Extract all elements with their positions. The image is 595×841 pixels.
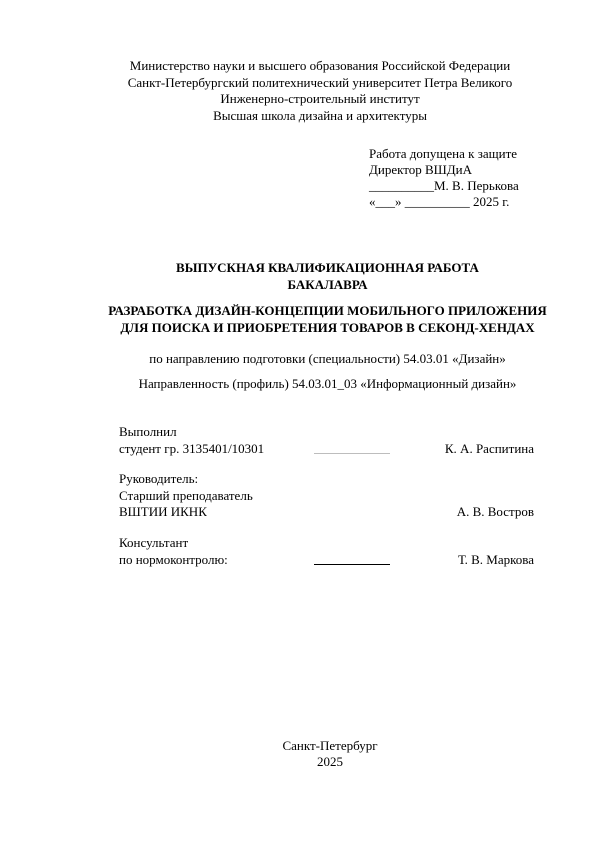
institute-line: Инженерно-строительный институт [220, 91, 420, 106]
topic-line2: ДЛЯ ПОИСКА И ПРИОБРЕТЕНИЯ ТОВАРОВ В СЕКОНД-ХЕНДАХ [120, 319, 535, 335]
ministry-line: Министерство науки и высшего образования Российской Федерации [129, 58, 511, 73]
work-type-line2: БАКАЛАВРА [287, 276, 368, 292]
footer-city: Санкт-Петербург [282, 738, 378, 753]
consultant-area: по нормоконтролю: [119, 551, 228, 567]
work-type-heading [60, 260, 595, 293]
university-line: Санкт-Петербургский политехнический университет Петра Великого [127, 74, 513, 90]
topic-heading [60, 303, 595, 336]
footer-block [230, 738, 430, 770]
footer-year: 2025 [317, 754, 343, 769]
topic-line1: РАЗРАБОТКА ДИЗАЙН-КОНЦЕПЦИИ МОБИЛЬНОГО ПРИЛОЖЕНИЯ [108, 303, 547, 318]
supervisor-name: А. В. Востров [456, 504, 534, 519]
consultant-name: Т. В. Маркова [457, 551, 534, 567]
consultant-signature-line [314, 552, 390, 565]
specialty-line: по направлению подготовки (специальности) 54.03.01 «Дизайн» [149, 351, 506, 366]
supervisor-position: Старший преподаватель [119, 487, 253, 503]
supervisor-department: ВШТИИ ИКНК [119, 504, 207, 519]
school-line: Высшая школа дизайна и архитектуры [213, 107, 427, 123]
work-type-line1: ВЫПУСКНАЯ КВАЛИФИКАЦИОННАЯ РАБОТА [176, 260, 479, 275]
approval-signature: __________М. В. Перькова [369, 178, 519, 193]
institution-header [60, 58, 580, 124]
author-block [119, 424, 534, 457]
author-name: К. А. Распитина [444, 440, 534, 456]
approval-director: Директор ВШДиА [369, 162, 472, 177]
approval-admitted: Работа допущена к защите [369, 146, 518, 161]
approval-date: «___» __________ 2025 г. [369, 194, 510, 209]
author-signature-line [314, 441, 390, 454]
profile-line: Направленность (профиль) 54.03.01_03 «Информационный дизайн» [138, 376, 517, 391]
author-group: студент гр. 3135401/10301 [119, 440, 265, 456]
supervisor-block [119, 471, 534, 521]
consultant-role: Консультант [119, 535, 189, 550]
supervisor-role: Руководитель: [119, 471, 199, 486]
author-role: Выполнил [119, 424, 177, 439]
approval-block [369, 146, 519, 210]
consultant-block [119, 535, 534, 568]
